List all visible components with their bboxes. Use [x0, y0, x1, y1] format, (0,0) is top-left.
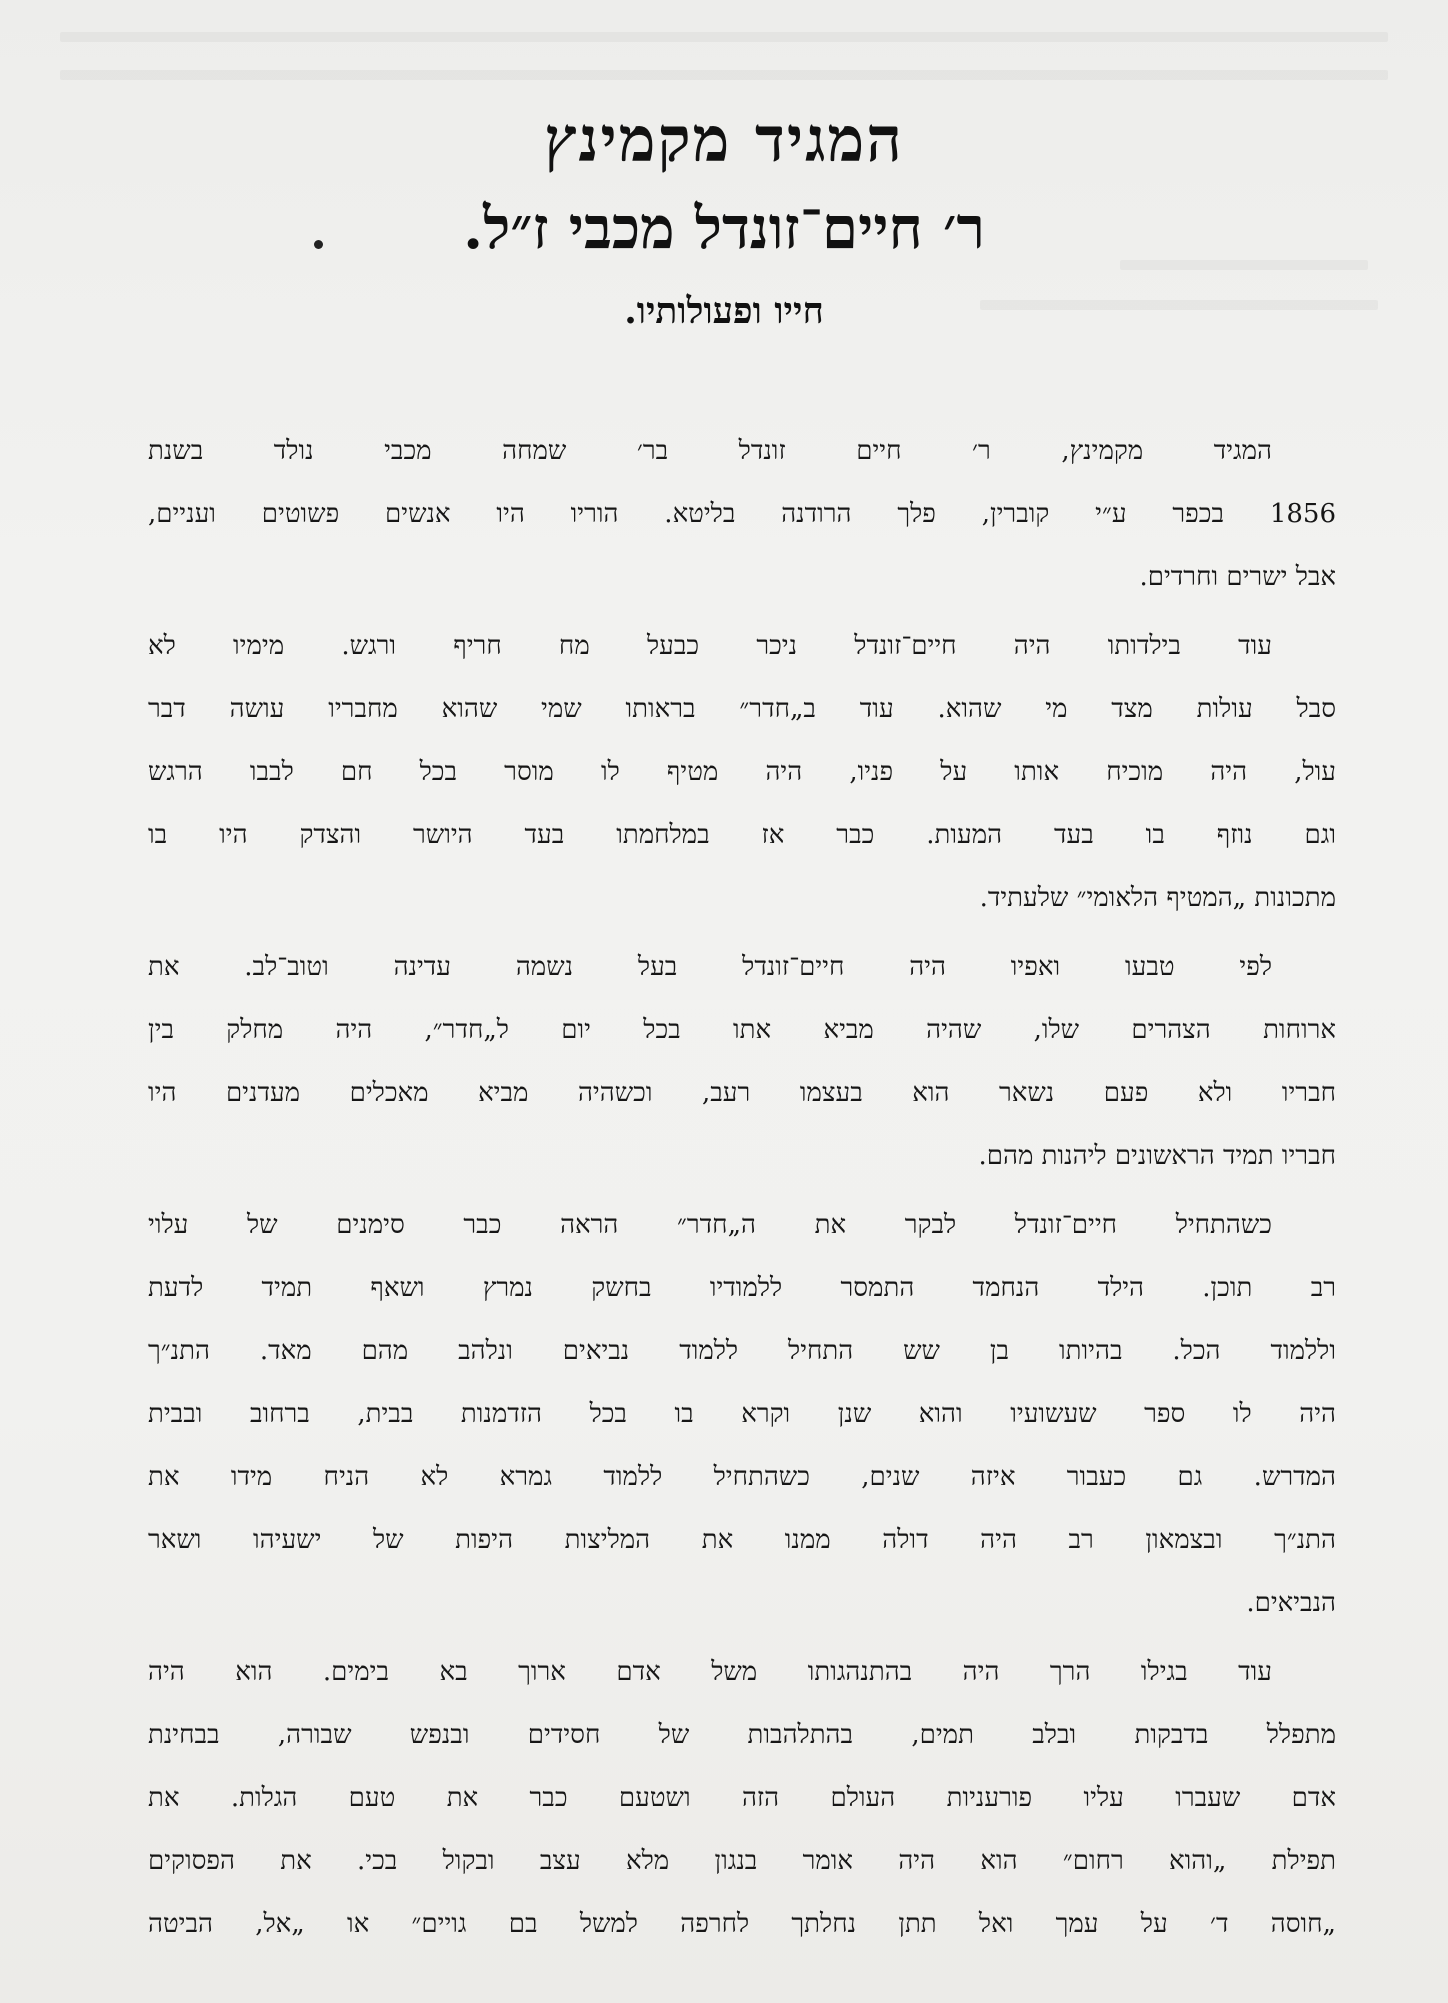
text-line: הנביאים.	[1246, 1588, 1336, 1618]
paragraph	[148, 1194, 1336, 1635]
text-line: וללמוד הכל. בהיותו בן שש התחיל ללמוד נביאים ונלהב מהם מאד. התנ״ך	[148, 1336, 1336, 1366]
text-line: רב תוכן. הילד הנחמד התמסר ללמודיו בחשק נמרץ ושאף תמיד לדעת	[148, 1273, 1336, 1303]
text-line: המדרש. גם כעבור איזה שנים, כשהתחיל ללמוד גמרא לא הניח מידו את	[148, 1462, 1336, 1492]
paragraph	[148, 1641, 1336, 1956]
text-line: סבל עולות מצד מי שהוא. עוד ב„חדר״ בראותו שמי שהוא מחבריו עושה דבר	[148, 694, 1336, 724]
page-title: המגיד מקמינץ	[544, 103, 904, 176]
bleed-through	[60, 70, 1388, 80]
article-body	[148, 420, 1336, 1956]
text-line: עוד בגילו הרך היה בהתנהגותו משל אדם ארוך בא בימים. הוא היה	[148, 1657, 1272, 1687]
text-line: אבל ישרים וחרדים.	[1139, 562, 1336, 592]
paragraph	[148, 420, 1336, 609]
bleed-through	[60, 32, 1388, 42]
text-line: תפילת „והוא רחום״ הוא היה אומר בנגון מלא עצב ובקול בכי. את הפסוקים	[148, 1846, 1336, 1876]
text-line: „חוסה ד׳ על עמך ואל תתן נחלתך לחרפה למשל בם גויים״ או „אל, הביטה	[148, 1909, 1336, 1939]
text-line: עול, היה מוכיח אותו על פניו, היה מטיף לו מוסר בכל חם לבבו הרגש	[148, 757, 1336, 787]
paragraph	[148, 936, 1336, 1188]
text-line: חבריו ולא פעם נשאר הוא בעצמו רעב, וכשהיה מביא מאכלים מעדנים היו	[148, 1078, 1336, 1108]
text-line: לפי טבעו ואפיו היה חיים־זונדל בעל נשמה עדינה וטוב־לב. את	[148, 952, 1272, 982]
text-line: וגם נוזף בו בעד המעות. כבר אז במלחמתו בעד היושר והצדק היו בו	[148, 820, 1336, 850]
text-line: 1856 בכפר ע״י קוברין, פלך הרודנה בליטא. הוריו היו אנשים פשוטים ועניים,	[148, 499, 1336, 529]
section-heading: חייו ופעולותיו.	[624, 290, 824, 332]
text-line: המגיד מקמינץ, ר׳ חיים זונדל בר׳ שמחה מכבי נולד בשנת	[148, 436, 1272, 466]
text-line: היה לו ספר שעשועיו והוא שנן וקרא בו בכל הזדמנות בבית, ברחוב ובבית	[148, 1399, 1336, 1429]
text-line: עוד בילדותו היה חיים־זונדל ניכר כבעל מח חריף ורגש. מימיו לא	[148, 631, 1272, 661]
text-line: ארוחות הצהרים שלו, שהיה מביא אתו בכל יום ל„חדר״, היה מחלק בין	[148, 1015, 1336, 1045]
text-line: כשהתחיל חיים־זונדל לבקר את ה„חדר״ הראה כבר סימנים של עלוי	[148, 1210, 1272, 1240]
ornament-dot	[314, 240, 323, 249]
text-line: מתכונות „המטיף הלאומי״ שלעתיד.	[979, 883, 1336, 913]
text-line: אדם שעברו עליו פורעניות העולם הזה ושטעם כבר את טעם הגלות. את	[148, 1783, 1336, 1813]
paragraph	[148, 615, 1336, 930]
text-line: התנ״ך ובצמאון רב היה דולה ממנו את המליצות היפות של ישעיהו ושאר	[148, 1525, 1336, 1555]
person-name-heading: ר׳ חיים־זונדל מכבי ז״ל.	[463, 194, 985, 262]
text-line: חבריו תמיד הראשונים ליהנות מהם.	[978, 1141, 1336, 1171]
heading-block	[0, 95, 1448, 341]
text-line: מתפלל בדבקות ובלב תמים, בהתלהבות של חסידים ובנפש שבורה, בבחינת	[148, 1720, 1336, 1750]
